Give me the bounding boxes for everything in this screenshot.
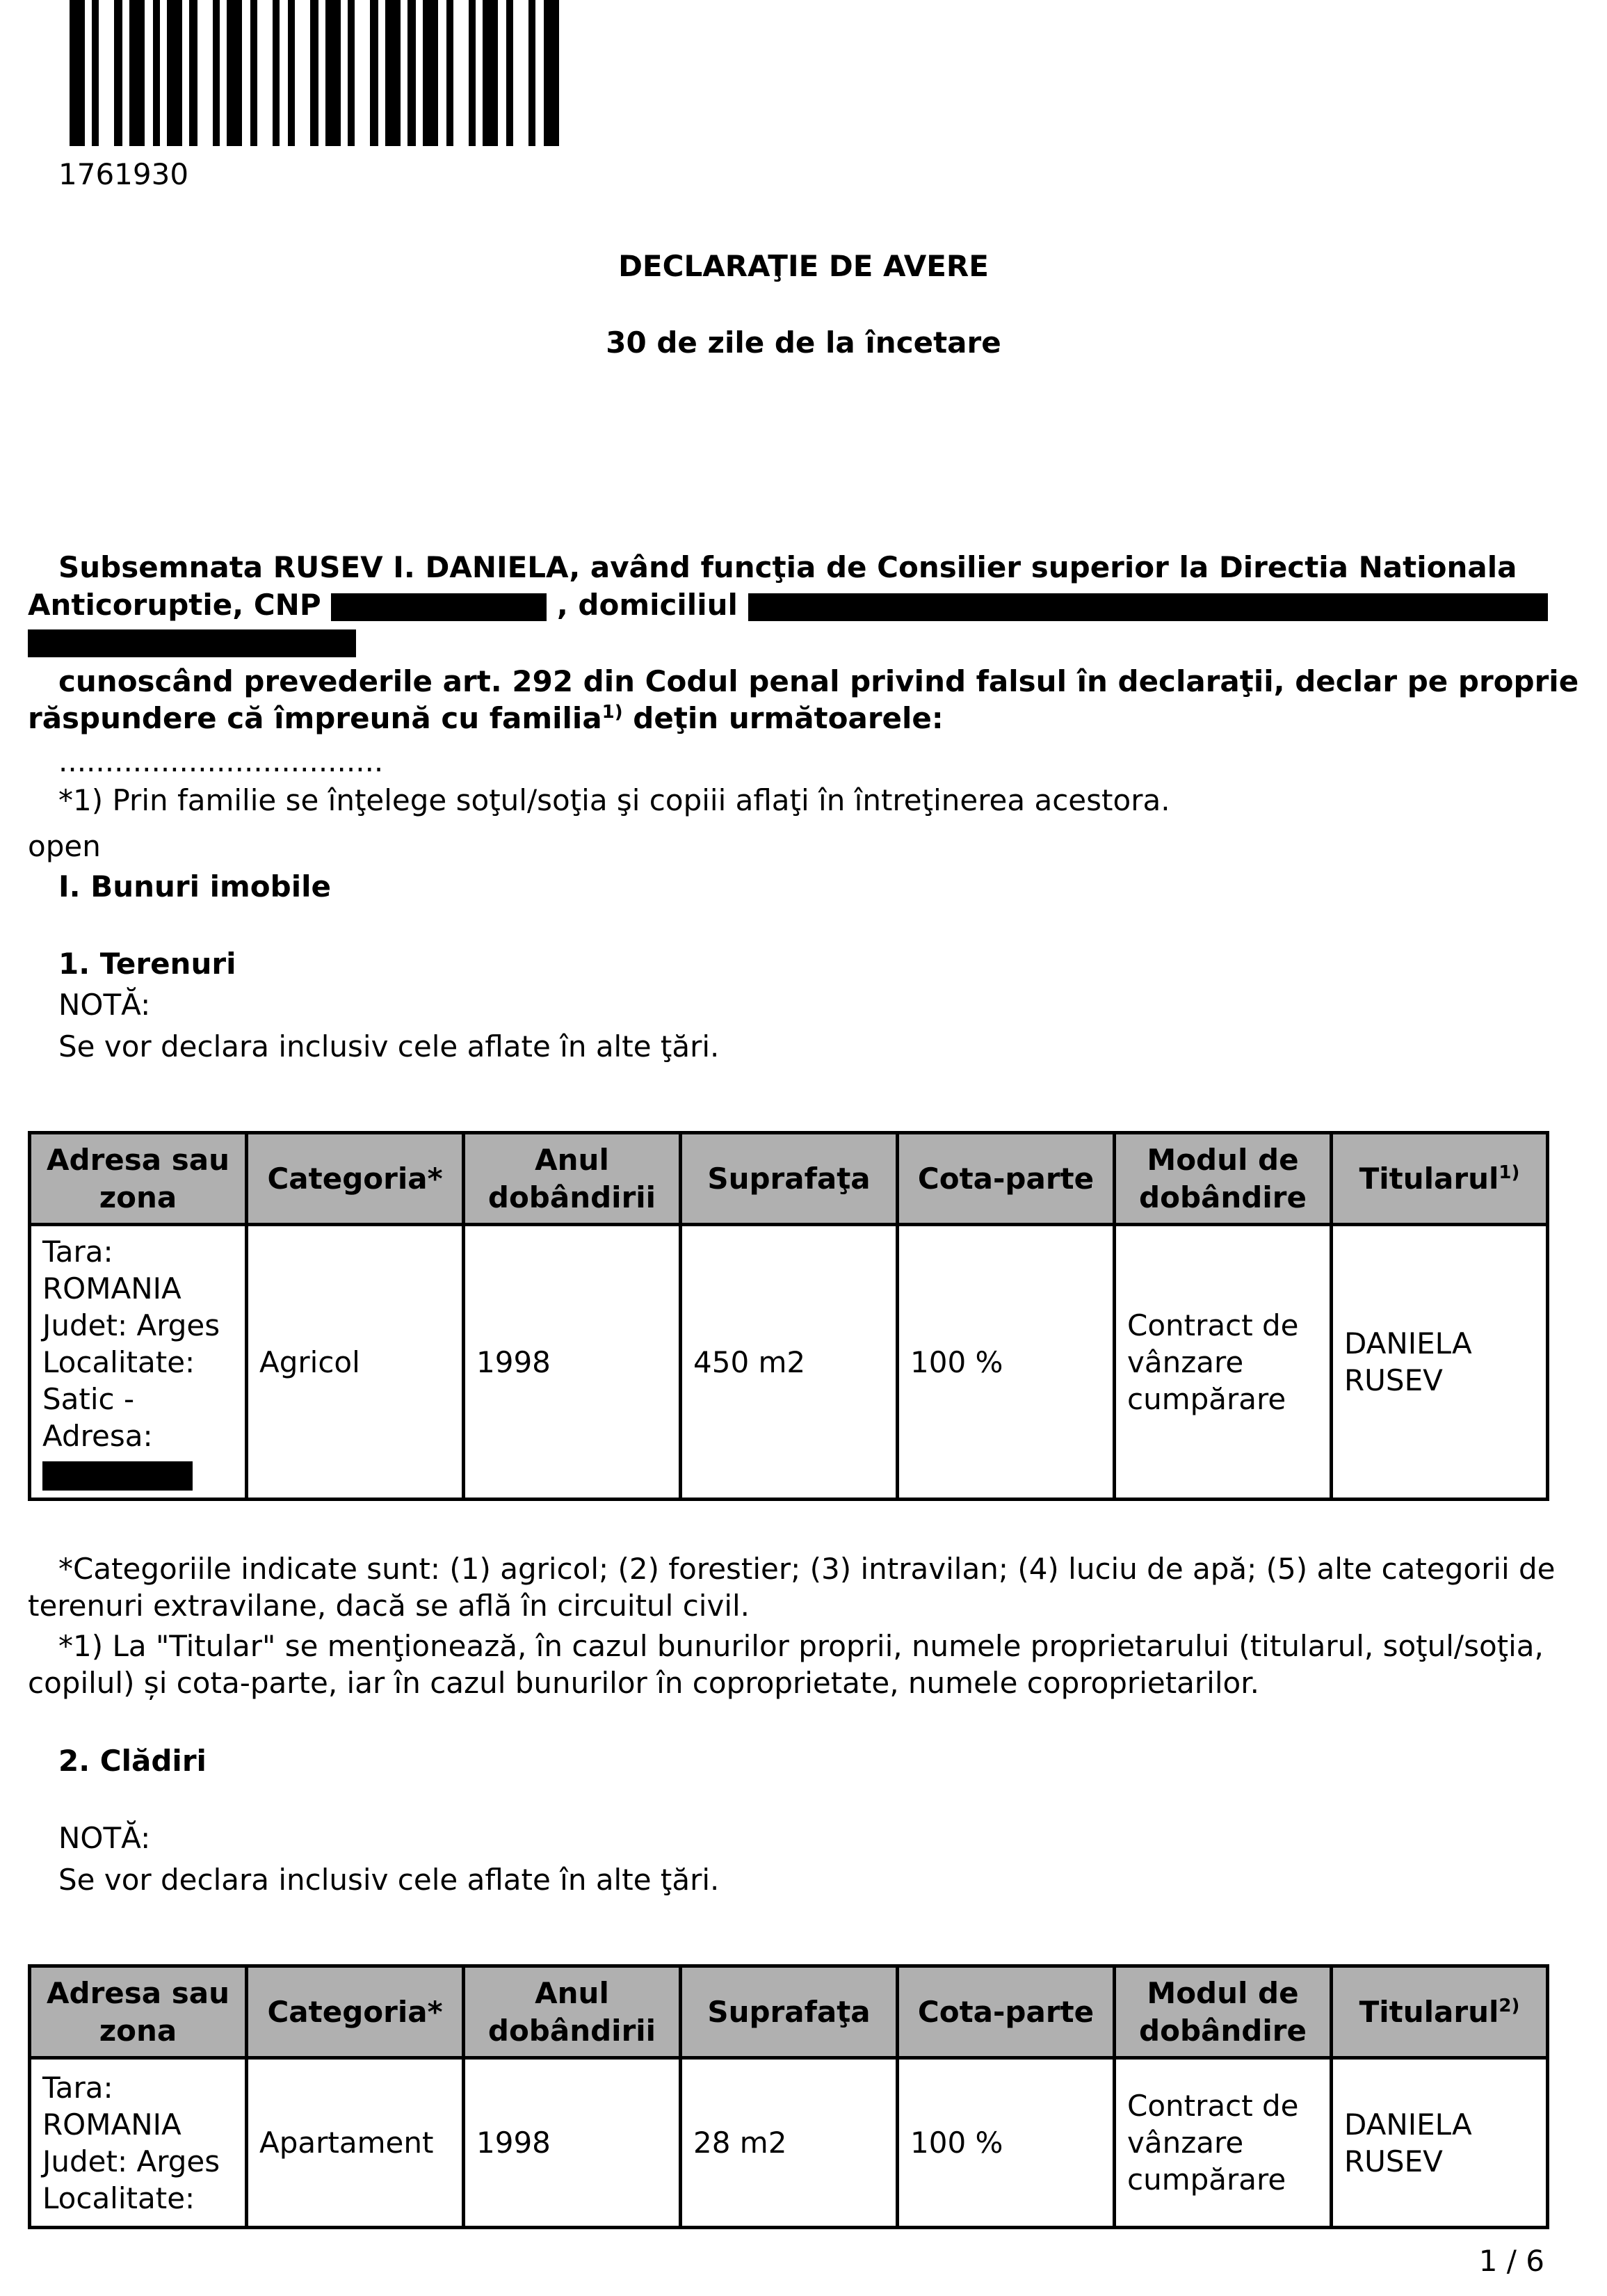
dotted-line: ................................... [58,744,384,778]
titular-note-2: copilul) și cota-parte, iar în cazul bunurilor în coproprietate, numele coproprietarilor. [28,1666,1259,1700]
cell-surface: 450 m2 [681,1225,898,1500]
subsection-heading-terenuri: 1. Terenuri [58,947,236,981]
table-row [30,1225,1548,1500]
footnote-ref: 1) [601,702,623,723]
cell-share: 100 % [898,1225,1115,1500]
barcode-number: 1761930 [58,157,189,191]
holder-footnote-ref: 1) [1499,1162,1520,1183]
section-heading: I. Bunuri imobile [58,869,332,904]
cell-mode: Contract de vânzare cumpărare [1115,1225,1332,1500]
address-line: ROMANIA [42,2107,181,2142]
address-line: Judet: Arges [42,1308,220,1342]
holder-header-label: Titularul [1359,1994,1499,2029]
categories-note-1: *Categoriile indicate sunt: (1) agricol; (2) forestier; (3) intravilan; (4) luciu de apă; (5) alte categorii de [58,1552,1556,1586]
address-line: Adresa: [42,1418,153,1453]
family-footnote: *1) Prin familie se înţelege soţul/soţia şi copiii aflaţi în întreţinerea acestora. [58,783,1170,817]
barcode [70,0,855,146]
intro-line-1: Subsemnata RUSEV I. DANIELA, având funcţia de Consilier superior la Directia Nationala [58,550,1517,584]
intro-line-2-start: Anticoruptie, CNP [28,588,321,622]
titular-note-1: *1) La "Titular" se menţionează, în cazul bunurilor proprii, numele proprietarului (titularul, soţul/soţia, [58,1629,1544,1663]
address-line: Judet: Arges [42,2144,220,2178]
table-row [30,2058,1548,2228]
land-table-header [30,1133,1548,1225]
address-line: ROMANIA [42,1271,181,1306]
col-header-mode: Modul de dobândire [1115,1966,1332,2058]
cell-year: 1998 [464,2058,681,2228]
cell-year: 1998 [464,1225,681,1500]
intro-line-2-mid: , domiciliul [556,588,738,622]
address-line: Localitate: [42,1344,195,1379]
categories-note-2: terenuri extravilane, dacă se află în circuitul civil. [28,1589,750,1623]
col-header-address: Adresa sau zona [30,1966,247,2058]
col-header-year: Anul dobândirii [464,1133,681,1225]
nota-text: Se vor declara inclusiv cele aflate în alte ţări. [58,1029,720,1063]
address-line: Localitate: [42,2181,195,2215]
col-header-mode: Modul de dobândire [1115,1133,1332,1225]
col-header-year: Anul dobândirii [464,1966,681,2058]
intro-line-4-start: răspundere că împreună cu familia [28,701,602,735]
address-line: Tara: [42,1234,113,1269]
intro-line-3: cunoscând prevederile art. 292 din Codul penal privind falsul în declaraţii, declar pe proprie [58,664,1579,698]
cell-share: 100 % [898,2058,1115,2228]
col-header-share: Cota-parte [898,1133,1115,1225]
holder-header-label: Titularul [1359,1161,1499,1196]
document-title: DECLARAŢIE DE AVERE [618,249,989,283]
cell-mode: Contract de vânzare cumpărare [1115,2058,1332,2228]
address-line: Satic - [42,1381,135,1416]
cell-address [30,1225,247,1500]
col-header-share: Cota-parte [898,1966,1115,2058]
cell-address [30,2058,247,2228]
nota-label: NOTĂ: [58,1821,151,1855]
buildings-table-header [30,1966,1548,2058]
redacted-address-cont [28,629,356,657]
open-text: open [28,829,101,863]
land-table [28,1131,1549,1501]
col-header-category: Categoria* [247,1133,464,1225]
cell-category: Apartament [247,2058,464,2228]
col-header-surface: Suprafaţa [681,1966,898,2058]
col-header-holder [1332,1966,1548,2058]
page-number: 1 / 6 [1478,2244,1544,2278]
intro-line-4 [28,700,944,737]
redacted-land-address [42,1461,193,1491]
col-header-category: Categoria* [247,1966,464,2058]
holder-footnote-ref: 2) [1499,1995,1520,2016]
address-line: Tara: [42,2070,113,2105]
document-subtitle: 30 de zile de la încetare [606,326,1001,360]
cell-holder: DANIELA RUSEV [1332,1225,1548,1500]
intro-line-4-end: deţin următoarele: [622,701,944,735]
intro-line-2 [28,586,1592,624]
subsection-heading-cladiri: 2. Clădiri [58,1744,207,1778]
nota-label: NOTĂ: [58,988,151,1022]
col-header-surface: Suprafaţa [681,1133,898,1225]
cell-surface: 28 m2 [681,2058,898,2228]
cell-category: Agricol [247,1225,464,1500]
redacted-address [748,593,1548,621]
buildings-table [28,1964,1549,2229]
nota-text: Se vor declara inclusiv cele aflate în alte ţări. [58,1863,720,1897]
col-header-holder [1332,1133,1548,1225]
redacted-cnp [331,593,547,621]
col-header-address: Adresa sau zona [30,1133,247,1225]
cell-holder: DANIELA RUSEV [1332,2058,1548,2228]
